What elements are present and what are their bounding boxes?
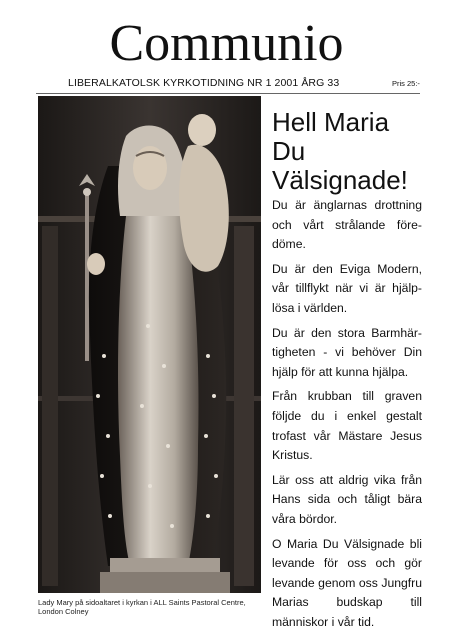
article-paragraph: O Maria Du Välsignade bli levande för oss och gör levande genom oss Jungfru Marias budskap till människor i vår tid. [272, 536, 422, 629]
headline-line-3: Välsignade! [272, 165, 408, 195]
masthead-title: Communio [109, 15, 344, 72]
photo-caption: Lady Mary på sidoaltaret i kyrkan i ALL Saints Pastoral Centre, London Colney [38, 598, 246, 616]
article-paragraph: Du är änglarnas drottning och vårt strålande före-döme. [272, 198, 422, 252]
price-label: Pris 25:- [392, 79, 420, 88]
masthead-divider [36, 93, 420, 94]
article-body [272, 196, 422, 637]
article-paragraph: Lär oss att aldrig vika från Hans sida och tåligt bära våra bördor. [272, 472, 422, 526]
masthead-subtitle: LIBERALKATOLSK KYRKOTIDNING NR 1 2001 ÅRG 33 [68, 77, 340, 89]
article-paragraph: Du är den Eviga Modern, vår tillflykt när vi är hjälp-lösa i världen. [272, 261, 422, 315]
article-headline [272, 108, 442, 195]
article-paragraph: Du är den stora Barmhär-tigheten - vi behöver Din hjälp för att kunna hjälpa. [272, 325, 422, 379]
madonna-statue-image [38, 96, 261, 593]
headline-line-2: Du [272, 136, 306, 166]
article-paragraph: Från krubban till graven följde du i enkel gestalt trofast vår Mästare Jesus Kristus. [272, 389, 422, 463]
statue-illustration [38, 96, 261, 593]
headline-line-1: Hell Maria [272, 107, 390, 137]
